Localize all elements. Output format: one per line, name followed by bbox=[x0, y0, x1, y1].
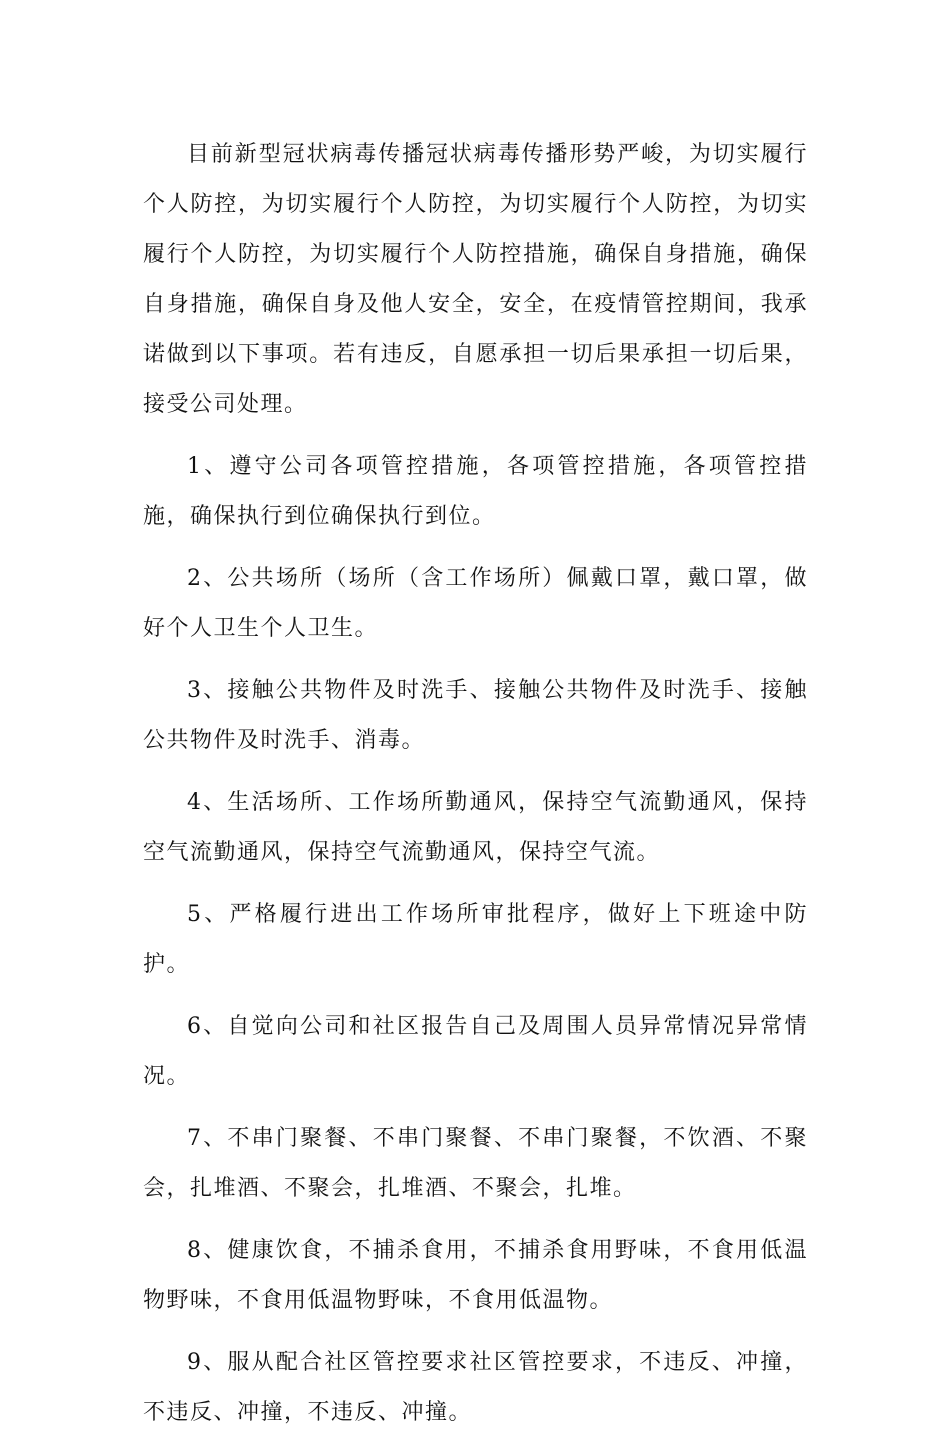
list-item: 7、不串门聚餐、不串门聚餐、不串门聚餐，不饮酒、不聚会，扎堆酒、不聚会，扎堆酒、不聚会，扎堆。 bbox=[143, 1126, 808, 1201]
list-item: 3、接触公共物件及时洗手、接触公共物件及时洗手、接触公共物件及时洗手、消毒。 bbox=[143, 678, 808, 753]
document-body bbox=[143, 130, 808, 1450]
list-item: 1、遵守公司各项管控措施，各项管控措施，各项管控措施，确保执行到位确保执行到位。 bbox=[143, 454, 808, 529]
list-item: 4、生活场所、工作场所勤通风，保持空气流勤通风，保持空气流勤通风，保持空气流勤通风，保持空气流。 bbox=[143, 790, 808, 865]
list-item: 9、服从配合社区管控要求社区管控要求，不违反、冲撞，不违反、冲撞，不违反、冲撞。 bbox=[143, 1350, 808, 1425]
list-item: 6、自觉向公司和社区报告自己及周围人员异常情况异常情况。 bbox=[143, 1014, 808, 1089]
intro-paragraph: 目前新型冠状病毒传播冠状病毒传播形势严峻，为切实履行个人防控，为切实履行个人防控，为切实履行个人防控，为切实履行个人防控，为切实履行个人防控措施，确保自身措施，确保自身措施，确保自身及他人安全，安全，在疫情管控期间，我承诺做到以下事项。若有违反，自愿承担一切后果承担一切后果，接受公司处理。 bbox=[143, 142, 808, 417]
list-item: 5、严格履行进出工作场所审批程序，做好上下班途中防护。 bbox=[143, 902, 808, 977]
list-item: 2、公共场所（场所（含工作场所）佩戴口罩，戴口罩，做好个人卫生个人卫生。 bbox=[143, 566, 808, 641]
list-item: 8、健康饮食，不捕杀食用，不捕杀食用野味，不食用低温物野味，不食用低温物野味，不食用低温物。 bbox=[143, 1238, 808, 1313]
